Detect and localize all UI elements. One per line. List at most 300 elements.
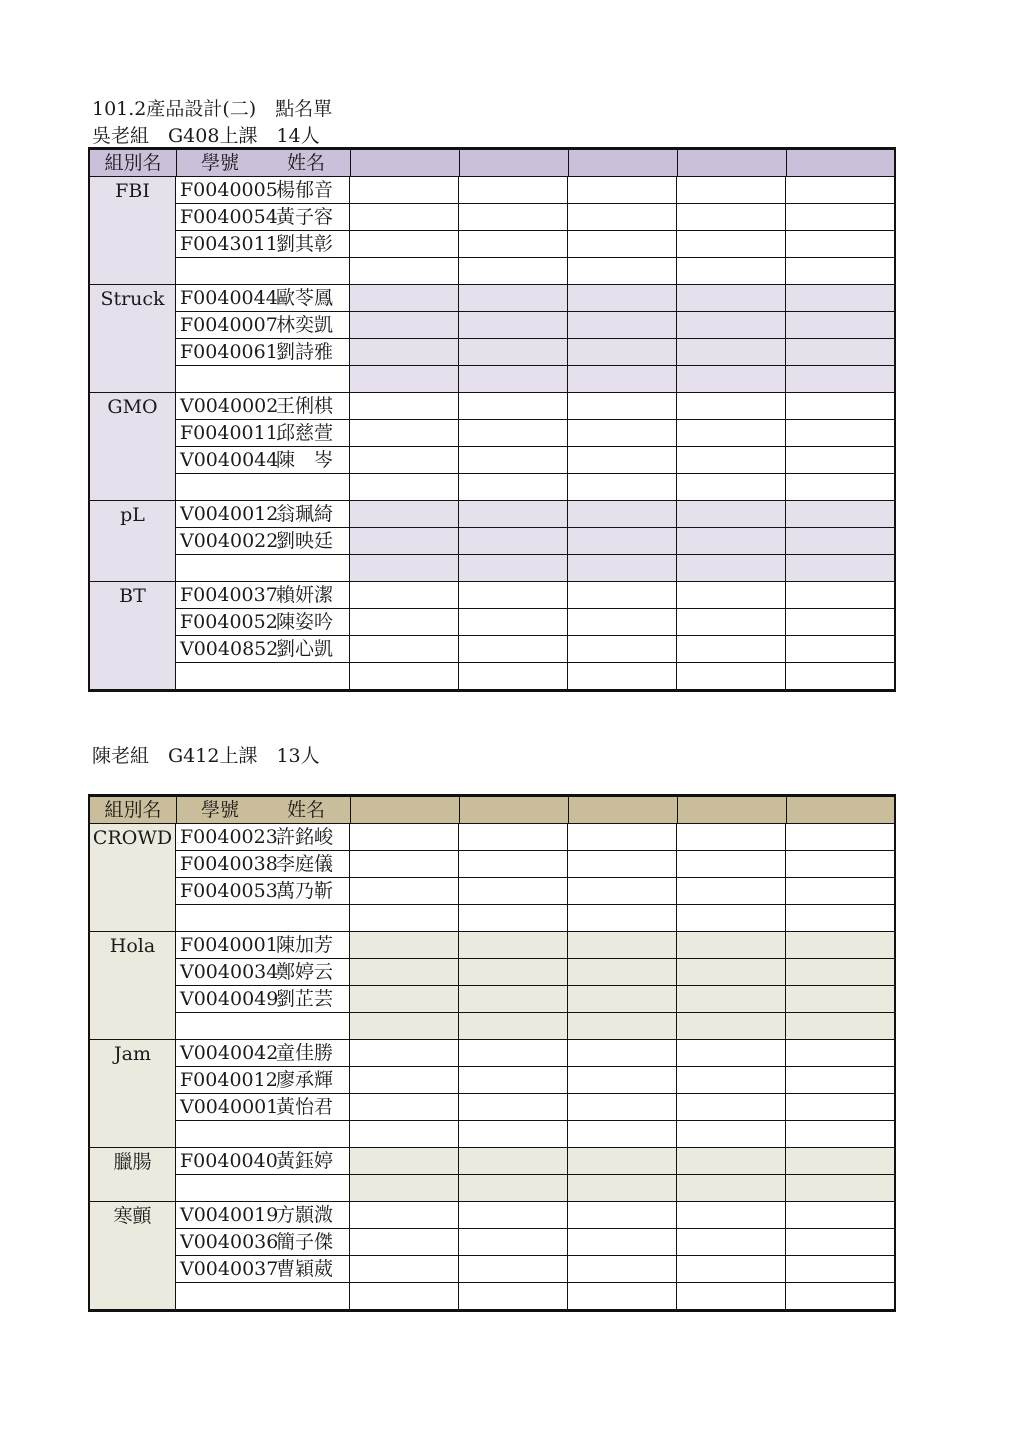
attendance-cell[interactable] (786, 285, 894, 311)
attendance-cell[interactable] (677, 447, 786, 473)
attendance-cell[interactable] (677, 1256, 786, 1282)
attendance-cell[interactable] (677, 528, 786, 554)
attendance-cell[interactable] (677, 959, 786, 985)
attendance-cell[interactable] (350, 177, 459, 203)
section-title-chen: 陳老組 G412上課 13人 (92, 745, 320, 767)
group-block (90, 931, 894, 1039)
attendance-cell[interactable] (568, 959, 677, 985)
attendance-cell[interactable] (350, 1229, 459, 1255)
attendance-cell[interactable] (459, 878, 568, 904)
attendance-cell[interactable] (677, 1040, 786, 1066)
attendance-cell[interactable] (786, 1121, 894, 1147)
attendance-cell[interactable] (350, 420, 459, 446)
attendance-cell[interactable] (350, 1067, 459, 1093)
attendance-cell[interactable] (459, 177, 568, 203)
attendance-cell[interactable] (786, 1175, 894, 1201)
student-id: F0040007 (180, 314, 278, 336)
attendance-cell[interactable] (786, 420, 894, 446)
attendance-cell[interactable] (568, 636, 677, 662)
attendance-cell[interactable] (459, 1256, 568, 1282)
student-info-cell (176, 1175, 350, 1201)
attendance-cell[interactable] (568, 932, 677, 958)
attendance-cell[interactable] (786, 1229, 894, 1255)
student-name: 陳加芳 (276, 934, 334, 956)
attendance-cell[interactable] (786, 555, 894, 581)
attendance-cell[interactable] (786, 1283, 894, 1309)
attendance-cell[interactable] (350, 366, 459, 392)
attendance-cell[interactable] (350, 312, 459, 338)
group-name: FBI (90, 177, 176, 284)
attendance-cell[interactable] (350, 285, 459, 311)
attendance-cell[interactable] (350, 1013, 459, 1039)
attendance-cell[interactable] (677, 582, 786, 608)
attendance-cell[interactable] (568, 1013, 677, 1039)
attendance-header-cell (678, 797, 787, 823)
column-header-id-name (177, 797, 351, 823)
student-info-cell (176, 555, 350, 581)
table-row (176, 1148, 894, 1174)
attendance-cell[interactable] (350, 851, 459, 877)
table-row (176, 582, 894, 608)
table-row (176, 527, 894, 554)
attendance-cell[interactable] (568, 339, 677, 365)
attendance-cell[interactable] (677, 878, 786, 904)
student-name: 方顥溦 (276, 1204, 334, 1226)
column-header-id: 學號 (201, 152, 240, 174)
attendance-cell[interactable] (786, 851, 894, 877)
attendance-cell[interactable] (459, 393, 568, 419)
attendance-cell[interactable] (568, 1229, 677, 1255)
student-id: F0040011 (180, 422, 278, 444)
attendance-cell[interactable] (459, 1283, 568, 1309)
student-name: 黃怡君 (276, 1096, 334, 1118)
attendance-cell[interactable] (568, 986, 677, 1012)
student-info-cell (176, 285, 350, 311)
table-row (176, 1282, 894, 1309)
student-name: 劉心凱 (276, 638, 334, 660)
table-row (176, 1093, 894, 1120)
attendance-header-cell (678, 150, 787, 176)
attendance-cell[interactable] (677, 636, 786, 662)
table-row (176, 1202, 894, 1228)
table-body (90, 824, 894, 1309)
attendance-cell[interactable] (350, 636, 459, 662)
attendance-cell[interactable] (677, 1283, 786, 1309)
student-name: 劉映廷 (276, 530, 334, 552)
attendance-cell[interactable] (786, 1202, 894, 1228)
table-row (176, 1255, 894, 1282)
table-row (176, 1012, 894, 1039)
attendance-cell[interactable] (459, 366, 568, 392)
attendance-cell[interactable] (459, 1013, 568, 1039)
group-name: Jam (90, 1040, 176, 1147)
student-id: V0040001 (180, 1096, 279, 1118)
attendance-cell[interactable] (677, 1013, 786, 1039)
student-name: 李庭儀 (276, 853, 334, 875)
student-info-cell (176, 393, 350, 419)
column-header-name: 姓名 (287, 799, 326, 821)
attendance-cell[interactable] (350, 447, 459, 473)
attendance-cell[interactable] (350, 1094, 459, 1120)
attendance-cell[interactable] (677, 474, 786, 500)
section-title-wu: 吳老組 G408上課 14人 (92, 125, 320, 147)
attendance-cell[interactable] (677, 824, 786, 850)
group-name: pL (90, 501, 176, 581)
attendance-cell[interactable] (786, 393, 894, 419)
attendance-cell[interactable] (677, 1067, 786, 1093)
group-name: Struck (90, 285, 176, 392)
attendance-cell[interactable] (677, 258, 786, 284)
attendance-cell[interactable] (459, 851, 568, 877)
column-header-name: 姓名 (287, 152, 326, 174)
attendance-cell[interactable] (459, 285, 568, 311)
attendance-cell[interactable] (786, 824, 894, 850)
student-info-cell (176, 1040, 350, 1066)
attendance-cell[interactable] (459, 959, 568, 985)
attendance-cell[interactable] (568, 878, 677, 904)
attendance-cell[interactable] (568, 258, 677, 284)
attendance-cell[interactable] (677, 1121, 786, 1147)
attendance-cell[interactable] (459, 312, 568, 338)
attendance-cell[interactable] (568, 501, 677, 527)
student-info-cell (176, 1121, 350, 1147)
attendance-cell[interactable] (786, 663, 894, 689)
student-info-cell (176, 1094, 350, 1120)
student-id: F0040044 (180, 287, 278, 309)
attendance-cell[interactable] (459, 339, 568, 365)
table-row (176, 501, 894, 527)
attendance-cell[interactable] (459, 636, 568, 662)
attendance-cell[interactable] (786, 177, 894, 203)
student-id: V0040012 (180, 503, 279, 525)
student-info-cell (176, 474, 350, 500)
attendance-cell[interactable] (677, 609, 786, 635)
attendance-cell[interactable] (568, 663, 677, 689)
column-header-id: 學號 (201, 799, 240, 821)
attendance-cell[interactable] (677, 1202, 786, 1228)
attendance-cell[interactable] (568, 420, 677, 446)
group-name: 臘腸 (90, 1148, 176, 1201)
attendance-cell[interactable] (786, 582, 894, 608)
attendance-cell[interactable] (568, 609, 677, 635)
attendance-cell[interactable] (350, 932, 459, 958)
attendance-cell[interactable] (677, 663, 786, 689)
student-id: F0040023 (180, 826, 278, 848)
attendance-cell[interactable] (677, 501, 786, 527)
attendance-cell[interactable] (677, 1229, 786, 1255)
table-row (176, 1040, 894, 1066)
group-block (90, 284, 894, 392)
attendance-header-cell (787, 797, 894, 823)
table-row (176, 1066, 894, 1093)
attendance-cell[interactable] (459, 1067, 568, 1093)
column-header-group: 組別名 (90, 150, 177, 176)
group-name: GMO (90, 393, 176, 500)
attendance-cell[interactable] (786, 959, 894, 985)
table-row (176, 257, 894, 284)
attendance-cell[interactable] (568, 1175, 677, 1201)
attendance-cell[interactable] (568, 204, 677, 230)
student-info-cell (176, 1256, 350, 1282)
student-id: V0040022 (180, 530, 279, 552)
attendance-cell[interactable] (350, 1256, 459, 1282)
student-id: V0040044 (180, 449, 279, 471)
student-name: 童佳勝 (276, 1042, 334, 1064)
student-id: F0040038 (180, 853, 278, 875)
student-info-cell (176, 959, 350, 985)
attendance-cell[interactable] (350, 393, 459, 419)
group-block (90, 581, 894, 689)
attendance-cell[interactable] (786, 1094, 894, 1120)
attendance-cell[interactable] (350, 1283, 459, 1309)
attendance-cell[interactable] (786, 366, 894, 392)
attendance-cell[interactable] (677, 905, 786, 931)
group-block (90, 500, 894, 581)
student-info-cell (176, 1283, 350, 1309)
attendance-cell[interactable] (786, 474, 894, 500)
student-info-cell (176, 582, 350, 608)
attendance-cell[interactable] (677, 932, 786, 958)
attendance-cell[interactable] (568, 1148, 677, 1174)
attendance-cell[interactable] (677, 1094, 786, 1120)
student-id: V0040037 (180, 1258, 279, 1280)
attendance-cell[interactable] (350, 905, 459, 931)
table-row (176, 1228, 894, 1255)
attendance-cell[interactable] (459, 1202, 568, 1228)
attendance-cell[interactable] (786, 1256, 894, 1282)
attendance-cell[interactable] (459, 231, 568, 257)
attendance-cell[interactable] (568, 285, 677, 311)
attendance-cell[interactable] (459, 1229, 568, 1255)
attendance-cell[interactable] (677, 204, 786, 230)
student-id: F0040012 (180, 1069, 278, 1091)
attendance-cell[interactable] (568, 366, 677, 392)
attendance-cell[interactable] (786, 204, 894, 230)
attendance-cell[interactable] (677, 177, 786, 203)
attendance-cell[interactable] (677, 339, 786, 365)
attendance-cell[interactable] (350, 1148, 459, 1174)
student-info-cell (176, 663, 350, 689)
attendance-cell[interactable] (677, 1175, 786, 1201)
student-id: V0040049 (180, 988, 279, 1010)
student-name: 萬乃靳 (276, 880, 334, 902)
student-info-cell (176, 1013, 350, 1039)
student-info-cell (176, 177, 350, 203)
table-row (176, 824, 894, 850)
attendance-cell[interactable] (786, 1040, 894, 1066)
attendance-cell[interactable] (568, 555, 677, 581)
table-row (176, 932, 894, 958)
table-row (176, 1120, 894, 1147)
attendance-cell[interactable] (568, 231, 677, 257)
attendance-cell[interactable] (677, 986, 786, 1012)
student-info-cell (176, 905, 350, 931)
attendance-cell[interactable] (568, 1283, 677, 1309)
attendance-header-cell (460, 150, 569, 176)
table-body (90, 177, 894, 689)
attendance-cell[interactable] (459, 1040, 568, 1066)
student-id: F0040061 (180, 341, 278, 363)
attendance-table-wu (88, 147, 896, 692)
attendance-cell[interactable] (459, 905, 568, 931)
attendance-cell[interactable] (459, 1175, 568, 1201)
attendance-cell[interactable] (568, 1094, 677, 1120)
attendance-cell[interactable] (350, 878, 459, 904)
attendance-cell[interactable] (459, 1148, 568, 1174)
student-name: 廖承輝 (276, 1069, 334, 1091)
attendance-cell[interactable] (459, 420, 568, 446)
student-name: 歐苓鳳 (276, 287, 334, 309)
attendance-cell[interactable] (350, 258, 459, 284)
student-info-cell (176, 258, 350, 284)
attendance-cell[interactable] (677, 312, 786, 338)
attendance-cell[interactable] (568, 393, 677, 419)
attendance-cell[interactable] (786, 258, 894, 284)
student-info-cell (176, 528, 350, 554)
attendance-cell[interactable] (350, 582, 459, 608)
attendance-cell[interactable] (677, 366, 786, 392)
attendance-cell[interactable] (568, 177, 677, 203)
attendance-cell[interactable] (350, 824, 459, 850)
attendance-cell[interactable] (350, 1175, 459, 1201)
student-info-cell (176, 339, 350, 365)
attendance-cell[interactable] (568, 1040, 677, 1066)
attendance-cell[interactable] (350, 1121, 459, 1147)
attendance-cell[interactable] (786, 447, 894, 473)
student-name: 陳 岑 (276, 449, 334, 471)
student-id: F0040037 (180, 584, 278, 606)
attendance-header-cell (569, 150, 678, 176)
attendance-cell[interactable] (786, 339, 894, 365)
attendance-cell[interactable] (350, 204, 459, 230)
table-row (176, 203, 894, 230)
attendance-cell[interactable] (786, 231, 894, 257)
attendance-cell[interactable] (677, 231, 786, 257)
group-name: BT (90, 582, 176, 689)
table-row (176, 419, 894, 446)
group-block (90, 392, 894, 500)
attendance-cell[interactable] (677, 285, 786, 311)
attendance-cell[interactable] (786, 878, 894, 904)
attendance-cell[interactable] (350, 1202, 459, 1228)
table-row (176, 985, 894, 1012)
attendance-cell[interactable] (786, 986, 894, 1012)
attendance-cell[interactable] (459, 528, 568, 554)
student-name: 簡子傑 (276, 1231, 334, 1253)
attendance-cell[interactable] (459, 1094, 568, 1120)
attendance-cell[interactable] (568, 905, 677, 931)
attendance-cell[interactable] (786, 932, 894, 958)
group-block (90, 177, 894, 284)
attendance-cell[interactable] (786, 1148, 894, 1174)
attendance-cell[interactable] (350, 339, 459, 365)
student-info-cell (176, 231, 350, 257)
attendance-header-cell (351, 797, 460, 823)
attendance-cell[interactable] (677, 851, 786, 877)
attendance-cell[interactable] (459, 204, 568, 230)
attendance-cell[interactable] (568, 582, 677, 608)
attendance-cell[interactable] (786, 1013, 894, 1039)
student-name: 鄭婷云 (276, 961, 334, 983)
attendance-cell[interactable] (568, 824, 677, 850)
attendance-cell[interactable] (568, 1256, 677, 1282)
attendance-cell[interactable] (568, 447, 677, 473)
attendance-cell[interactable] (568, 312, 677, 338)
attendance-cell[interactable] (459, 582, 568, 608)
attendance-cell[interactable] (459, 663, 568, 689)
table-row (176, 958, 894, 985)
attendance-cell[interactable] (459, 986, 568, 1012)
attendance-cell[interactable] (677, 393, 786, 419)
attendance-cell[interactable] (568, 1067, 677, 1093)
attendance-cell[interactable] (350, 555, 459, 581)
student-info-cell (176, 878, 350, 904)
attendance-cell[interactable] (786, 1067, 894, 1093)
attendance-cell[interactable] (786, 636, 894, 662)
group-block (90, 1039, 894, 1147)
table-row (176, 904, 894, 931)
table-row (176, 177, 894, 203)
student-name: 劉詩雅 (276, 341, 334, 363)
student-info-cell (176, 609, 350, 635)
attendance-cell[interactable] (350, 986, 459, 1012)
attendance-cell[interactable] (786, 312, 894, 338)
group-name: Hola (90, 932, 176, 1039)
attendance-cell[interactable] (568, 1202, 677, 1228)
attendance-cell[interactable] (786, 609, 894, 635)
group-name: 寒顫 (90, 1202, 176, 1309)
student-info-cell (176, 1067, 350, 1093)
student-id: F0040053 (180, 880, 278, 902)
attendance-cell[interactable] (568, 1121, 677, 1147)
student-name: 翁珮綺 (276, 503, 334, 525)
document-title: 101.2產品設計(二) 點名單 (92, 98, 333, 120)
attendance-cell[interactable] (677, 555, 786, 581)
attendance-cell[interactable] (786, 528, 894, 554)
attendance-cell[interactable] (459, 555, 568, 581)
group-name: CROWD (90, 824, 176, 931)
attendance-cell[interactable] (568, 851, 677, 877)
attendance-cell[interactable] (459, 447, 568, 473)
attendance-cell[interactable] (568, 474, 677, 500)
attendance-cell[interactable] (350, 609, 459, 635)
attendance-cell[interactable] (677, 420, 786, 446)
attendance-cell[interactable] (350, 501, 459, 527)
student-name: 陳姿吟 (276, 611, 334, 633)
attendance-cell[interactable] (350, 528, 459, 554)
attendance-cell[interactable] (677, 1148, 786, 1174)
attendance-cell[interactable] (459, 1121, 568, 1147)
attendance-cell[interactable] (459, 474, 568, 500)
attendance-cell[interactable] (350, 959, 459, 985)
attendance-cell[interactable] (459, 932, 568, 958)
attendance-cell[interactable] (459, 824, 568, 850)
attendance-cell[interactable] (350, 1040, 459, 1066)
attendance-cell[interactable] (459, 609, 568, 635)
column-header-id-name (177, 150, 351, 176)
attendance-cell[interactable] (350, 663, 459, 689)
attendance-cell[interactable] (350, 231, 459, 257)
attendance-cell[interactable] (350, 474, 459, 500)
attendance-cell[interactable] (459, 258, 568, 284)
attendance-cell[interactable] (786, 905, 894, 931)
table-row (176, 446, 894, 473)
student-info-cell (176, 851, 350, 877)
attendance-cell[interactable] (459, 501, 568, 527)
attendance-cell[interactable] (786, 501, 894, 527)
attendance-cell[interactable] (568, 528, 677, 554)
student-name: 許銘峻 (276, 826, 334, 848)
